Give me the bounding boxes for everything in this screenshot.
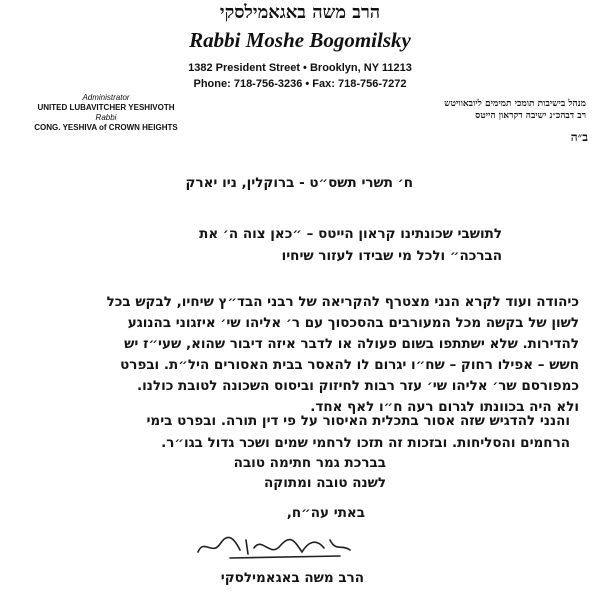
administrator-label: Administrator <box>82 93 130 102</box>
addressee-paragraph <box>62 223 502 267</box>
letterhead-hebrew-name: הרב משה באגאמילסקי <box>219 2 381 23</box>
right-titles <box>406 98 586 122</box>
date-line: ח׳ תשרי תשס״ט - ברוקלין, ניו יארק <box>185 175 413 191</box>
closing-blessing <box>86 453 386 493</box>
closing-line: לשנה טובה ומתוקה <box>264 475 386 491</box>
right-title-line-2: רב דבהכ״נ ישיבה דקראון הייטס <box>475 111 586 121</box>
org-line-1: UNITED LUBAVITCHER YESHIVOTH <box>37 103 175 112</box>
paragraph-line: כמפורסם שר׳ אליהו שי׳ עזר רבות לחיזוק וביסוס השכונה לטובת כולנו. <box>137 378 579 394</box>
signer-name: הרב משה באגאמילסקי <box>220 570 364 586</box>
paragraph-line: לתושבי שכונתינו קראון הייטס – ״כאן צוה ה׳ את <box>199 226 502 242</box>
paragraph-line: כיהודה ועוד לקרא הנני מצטרף להקריאה של רבני הבד״ץ שיחיו, לבקש בכל <box>106 294 579 310</box>
left-titles <box>6 93 206 133</box>
paragraph-line: הברכה״ ולכל מי שבידו לעזור שיחיו <box>281 248 502 264</box>
letterhead-phone-fax: Phone: 718-756-3236 • Fax: 718-756-7272 <box>193 78 407 90</box>
paragraph-line: חשש – אפילו רחוק – שח״ו יגרום לו להאסר בבית האסורים היל״ת. ובפרט <box>120 357 579 373</box>
sign-off: באתי עה״ח, <box>286 505 365 521</box>
rabbi-label: Rabbi <box>95 113 117 122</box>
closing-line: בברכת גמר חתימה טובה <box>233 455 386 471</box>
body-paragraph <box>4 292 579 418</box>
handwritten-signature <box>190 530 360 564</box>
paragraph-line: הרחמים והסליחות. ובזכות זה תזכו לרחמי שמים ושכר גדול בגו״ר. <box>161 435 570 451</box>
org-line-2: CONG. YESHIVA of CROWN HEIGHTS <box>34 123 178 132</box>
paragraph-line: והנני להדגיש שזה אסור בתכלית האיסור על פי דין תורה. ובפרט בימי <box>146 413 570 429</box>
right-title-line-1: מנהל בישיבות תומכי תמימים ליובאוויטש <box>444 99 586 109</box>
emphasis-paragraph <box>10 410 570 454</box>
paragraph-line: לשון של בקשה מכל המעורבים בהסכסוך עם ר׳ אליהו שי׳ איזגוני בהנוגע <box>127 315 579 331</box>
paragraph-line: להדירות. שלא ישתתפו בשום פעולה או לדבר איזה דיבור שהוא, שעי״ז יש <box>124 336 579 352</box>
letterhead-address: 1382 President Street • Brooklyn, NY 11213 <box>188 62 412 74</box>
paragraph-line: ולא היה בכוונתו לגרום רעה ח״ו לאף אחד. <box>310 399 579 415</box>
letterhead-english-name: Rabbi Moshe Bogomilsky <box>189 28 411 52</box>
bh-mark: ב״ה <box>570 130 588 144</box>
